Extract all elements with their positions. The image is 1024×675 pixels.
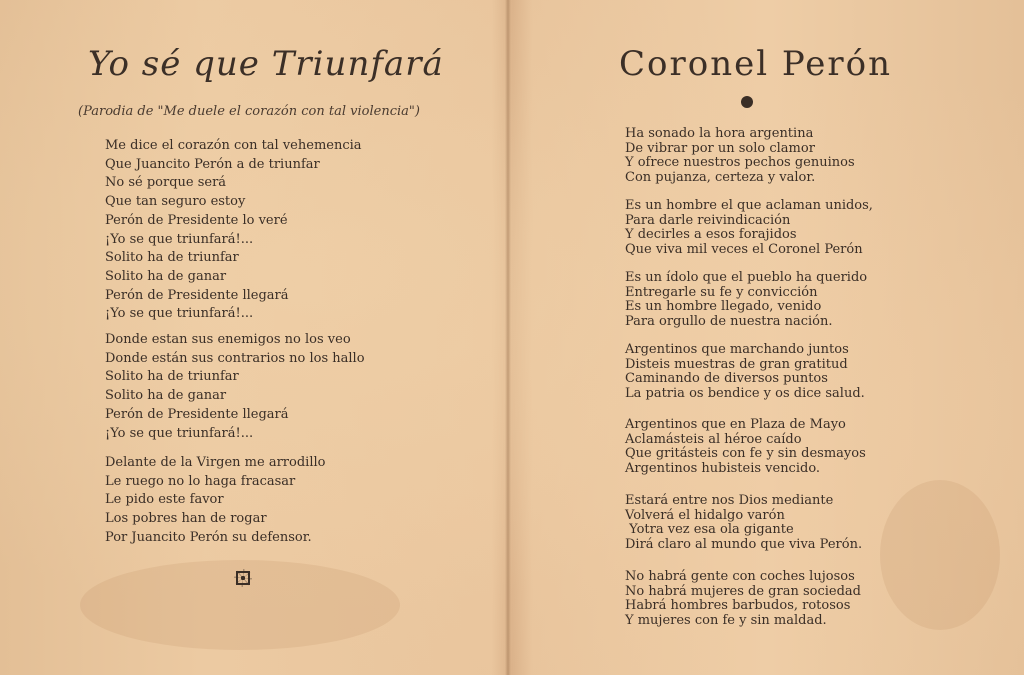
right-page-title: Coronel Perón: [619, 44, 892, 84]
verse-line: Aclamásteis al héroe caído: [625, 431, 802, 447]
stanza-2: [105, 331, 365, 443]
printer-ornament-icon: [236, 571, 250, 585]
verse-line: Para darle reivindicación: [625, 212, 791, 228]
verse-line: Que viva mil veces el Coronel Perón: [625, 241, 863, 257]
verse-line: Dirá claro al mundo que viva Perón.: [625, 536, 863, 552]
right-page: [511, 0, 1024, 675]
verse-line: Le ruego no lo haga fracasar: [105, 473, 296, 489]
verse-line: No habrá mujeres de gran sociedad: [625, 583, 861, 599]
verse-line: Estará entre nos Dios mediante: [625, 493, 834, 508]
verse-line: Los pobres han de rogar: [105, 511, 267, 527]
verse-line: Con pujanza, certeza y valor.: [625, 169, 816, 185]
verse-line: Perón de Presidente llegará: [105, 406, 289, 422]
stanza-2: [625, 199, 873, 257]
verse-line: Solito ha de ganar: [105, 388, 227, 404]
left-page-title: Yo sé que Triunfará: [88, 44, 444, 84]
verse-line: Argentinos hubisteis vencido.: [625, 460, 821, 476]
verse-line: Que tan seguro estoy: [105, 194, 246, 210]
verse-line: Argentinos que marchando juntos: [625, 342, 849, 357]
stanza-1: [105, 137, 362, 324]
verse-line: Solito ha de ganar: [105, 268, 227, 284]
verse-line: ¡Yo se que triunfará!...: [105, 231, 254, 247]
stanza-7: [625, 570, 861, 628]
verse-line: Entregarle su fe y convicción: [625, 284, 818, 300]
left-page-subtitle: (Parodia de "Me duele el corazón con tal violencia"): [78, 104, 420, 119]
stanza-1: [625, 127, 855, 185]
verse-line: De vibrar por un solo clamor: [625, 140, 815, 156]
verse-line: Yotra vez esa ola gigante: [625, 522, 794, 537]
stanza-4: [625, 343, 865, 401]
verse-line: Es un hombre el que aclaman unidos,: [625, 198, 873, 213]
verse-line: Para orgullo de nuestra nación.: [625, 313, 833, 329]
verse-line: Perón de Presidente llegará: [105, 287, 289, 303]
verse-line: Que Juancito Perón a de triunfar: [105, 156, 320, 172]
verse-line: Argentinos que en Plaza de Mayo: [625, 417, 846, 432]
verse-line: Habrá hombres barbudos, rotosos: [625, 598, 851, 613]
dot-ornament-icon: [741, 96, 753, 108]
left-page: [0, 0, 505, 675]
verse-line: Delante de la Virgen me arrodillo: [105, 455, 326, 470]
verse-line: ¡Yo se que triunfará!...: [105, 306, 254, 322]
stanza-6: [625, 494, 862, 552]
verse-line: Ha sonado la hora argentina: [625, 126, 814, 141]
verse-line: La patria os bendice y os dice salud.: [625, 385, 865, 401]
verse-line: Donde están sus contrarios no los hallo: [105, 350, 365, 366]
verse-line: Caminando de diversos puntos: [625, 371, 828, 386]
stanza-3: [625, 271, 867, 329]
verse-line: No habrá gente con coches lujosos: [625, 569, 855, 584]
stanza-5: [625, 418, 866, 476]
verse-line: Le pido este favor: [105, 492, 224, 508]
verse-line: Es un ídolo que el pueblo ha querido: [625, 270, 868, 285]
verse-line: Me dice el corazón con tal vehemencia: [105, 138, 362, 153]
verse-line: Volverá el hidalgo varón: [625, 507, 785, 523]
verse-line: Perón de Presidente lo veré: [105, 212, 288, 228]
verse-line: Que gritásteis con fe y sin desmayos: [625, 446, 866, 461]
verse-line: No sé porque será: [105, 175, 227, 191]
verse-line: Solito ha de triunfar: [105, 250, 239, 266]
verse-line: Donde estan sus enemigos no los veo: [105, 332, 351, 347]
verse-line: Es un hombre llegado, venido: [625, 299, 822, 314]
verse-line: Disteis muestras de gran gratitud: [625, 356, 848, 372]
verse-line: Solito ha de triunfar: [105, 369, 239, 385]
verse-line: Y decirles a esos forajidos: [625, 227, 797, 242]
verse-line: Y mujeres con fe y sin maldad.: [625, 612, 827, 628]
verse-line: ¡Yo se que triunfará!...: [105, 425, 254, 441]
verse-line: Por Juancito Perón su defensor.: [105, 529, 312, 545]
stanza-3: [105, 454, 325, 548]
verse-line: Y ofrece nuestros pechos genuinos: [625, 155, 855, 170]
